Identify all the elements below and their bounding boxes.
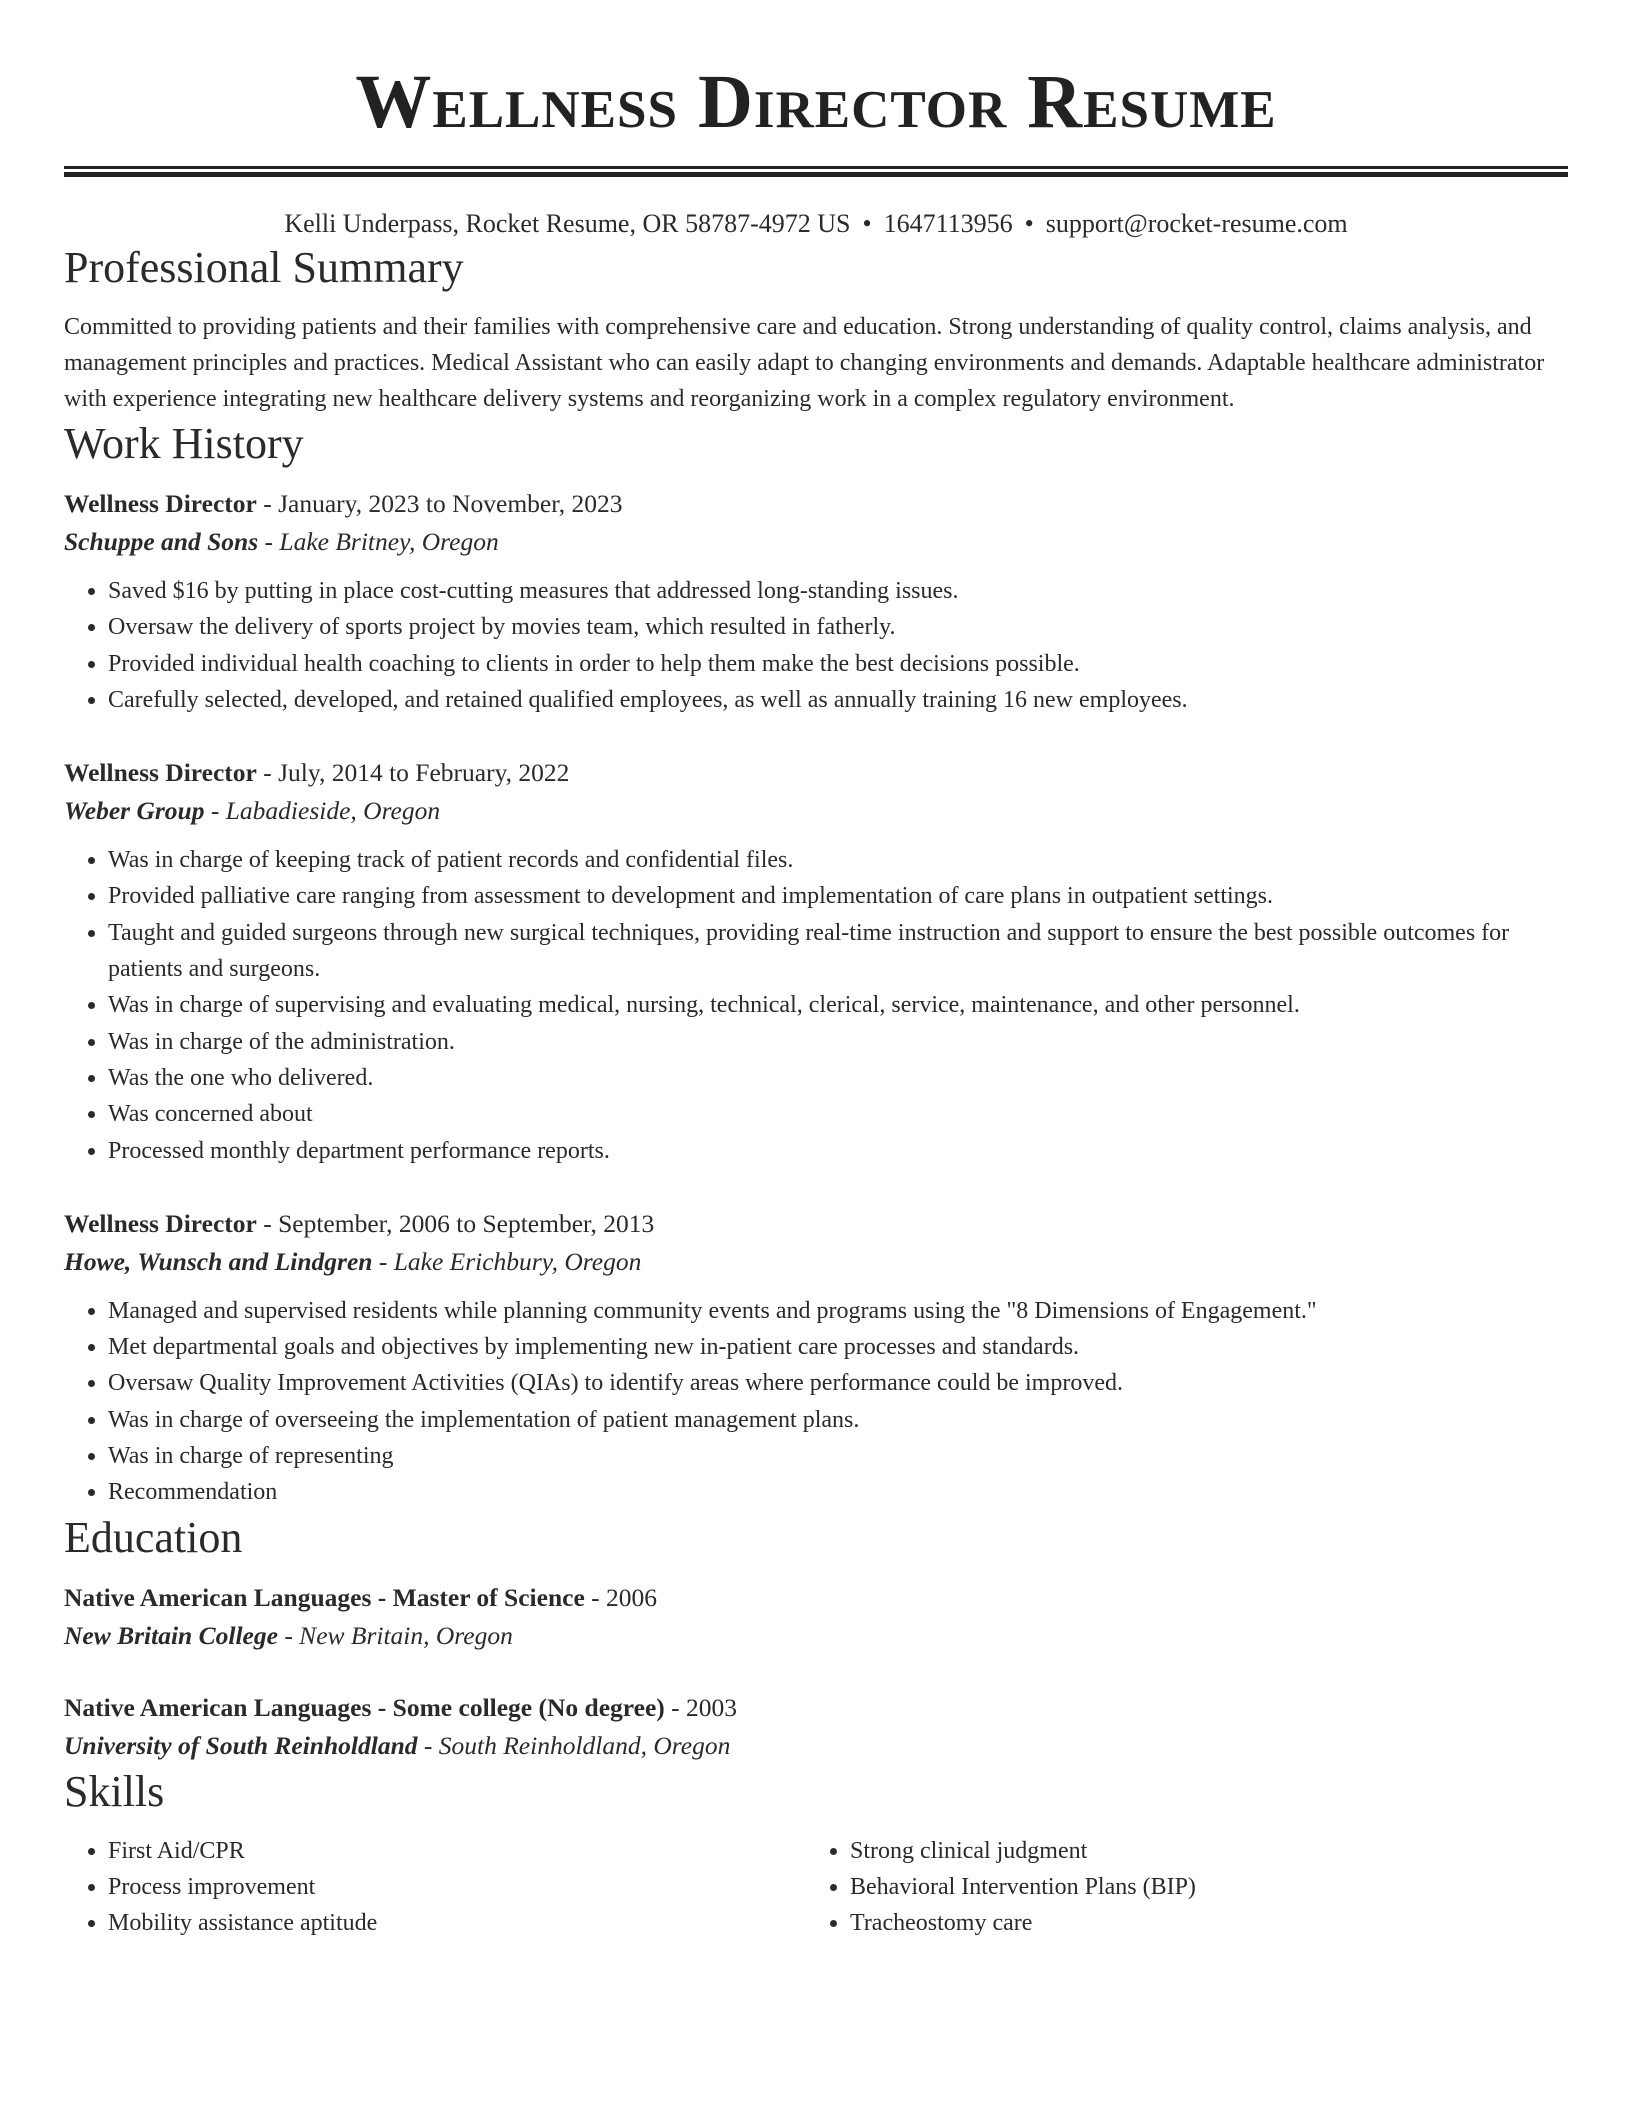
job-header <box>64 1205 1568 1243</box>
education-entry <box>64 1579 1568 1655</box>
job-role: Wellness Director <box>64 1208 257 1238</box>
job-duty: • Provided palliative care ranging from assessment to development and implementation of care plans in outpatient settings. <box>108 878 1568 914</box>
job-duty: • Carefully selected, developed, and retained qualified employees, as well as annually training 16 new employees. <box>108 682 1568 718</box>
education-degree: Native American Languages - Master of Science <box>64 1582 585 1612</box>
skill-item: • Strong clinical judgment <box>850 1833 1548 1869</box>
job-dates: - July, 2014 to February, 2022 <box>256 758 570 788</box>
job-header <box>64 485 1568 523</box>
skill-item: • Behavioral Intervention Plans (BIP) <box>850 1869 1548 1905</box>
job-duty: • Oversaw Quality Improvement Activities (QIAs) to identify areas where performance could be improved. <box>108 1365 1568 1401</box>
job-company: Howe, Wunsch and Lindgren <box>64 1246 373 1276</box>
job-duty: • Was concerned about <box>108 1096 1568 1132</box>
job-entry <box>64 1205 1568 1511</box>
education-entry <box>64 1689 1568 1765</box>
summary-heading: Professional Summary <box>64 243 464 292</box>
summary-text: Committed to providing patients and their families with comprehensive care and education. Strong understanding of quality control, claims analysis, and management principles and practices. Medical Assistant who can easily adapt to changing environments and demands. Adaptable healthcare administrator with experience integrating new healthcare delivery systems and reorganizing work in a complex regulatory environment. <box>64 314 1545 412</box>
job-duty: • Was in charge of keeping track of patient records and confidential files. <box>108 842 1568 878</box>
job-duty: • Saved $16 by putting in place cost-cutting measures that addressed long-standing issues. <box>108 573 1568 609</box>
contact-line <box>64 207 1568 241</box>
job-duties-list <box>64 1293 1568 1511</box>
skills-column-left <box>64 1833 806 1942</box>
title-divider <box>64 166 1568 177</box>
job-duty: • Met departmental goals and objectives by implementing new in-patient care processes and standards. <box>108 1329 1568 1365</box>
contact-address: Kelli Underpass, Rocket Resume, OR 58787-4972 US <box>284 209 851 238</box>
job-dates: - January, 2023 to November, 2023 <box>256 489 623 518</box>
skill-item: • Process improvement <box>108 1869 806 1905</box>
job-duty: • Was in charge of overseeing the implementation of patient management plans. <box>108 1402 1568 1438</box>
education-heading: Education <box>64 1512 243 1562</box>
education-location: - New Britain, Oregon <box>277 1620 513 1650</box>
job-dates: - September, 2006 to September, 2013 <box>256 1208 655 1238</box>
job-duty: • Taught and guided surgeons through new surgical techniques, providing real-time instruction and support to ensure the best possible outcomes for patients and surgeons. <box>108 915 1568 988</box>
job-location: - Lake Britney, Oregon <box>258 527 499 556</box>
job-role: Wellness Director <box>64 489 257 518</box>
contact-email: support@rocket-resume.com <box>1045 209 1348 238</box>
contact-phone: 1647113956 <box>883 209 1013 238</box>
skill-item: • First Aid/CPR <box>108 1833 806 1869</box>
education-degree: Native American Languages - Some college (No degree) <box>64 1692 665 1722</box>
work-history-heading: Work History <box>64 419 304 468</box>
job-duty: • Oversaw the delivery of sports project by movies team, which resulted in fatherly. <box>108 609 1568 645</box>
contact-separator: • <box>1024 209 1034 238</box>
document-title: Wellness Director Resume <box>355 60 1277 144</box>
education-location: - South Reinholdland, Oregon <box>417 1730 731 1760</box>
job-role: Wellness Director <box>64 758 257 788</box>
job-entry <box>64 485 1568 718</box>
job-duty: • Was the one who delivered. <box>108 1060 1568 1096</box>
job-employer <box>64 792 1568 830</box>
education-header <box>64 1579 1568 1617</box>
job-entry <box>64 754 1568 1169</box>
job-location: - Lake Erichbury, Oregon <box>372 1246 642 1276</box>
skills-heading: Skills <box>64 1766 165 1816</box>
education-school: University of South Reinholdland <box>64 1730 418 1760</box>
education-header <box>64 1689 1568 1727</box>
education-school: New Britain College <box>64 1620 278 1650</box>
job-duty: • Processed monthly department performance reports. <box>108 1133 1568 1169</box>
job-employer <box>64 523 1568 561</box>
contact-separator: • <box>862 209 872 238</box>
job-duty: • Managed and supervised residents while planning community events and programs using the "8 Dimensions of Engagement." <box>108 1293 1568 1329</box>
job-company: Weber Group <box>64 796 205 826</box>
job-duty: • Was in charge of representing <box>108 1438 1568 1474</box>
skills-column-right <box>806 1833 1548 1942</box>
job-duty: • Provided individual health coaching to clients in order to help them make the best decisions possible. <box>108 646 1568 682</box>
skill-item: • Tracheostomy care <box>850 1905 1548 1941</box>
job-location: - Labadieside, Oregon <box>204 796 441 826</box>
job-duty: • Recommendation <box>108 1474 1568 1510</box>
education-year: - 2003 <box>664 1692 738 1722</box>
job-duties-list <box>64 573 1568 718</box>
job-header <box>64 754 1568 792</box>
job-employer <box>64 1243 1568 1281</box>
job-duty: • Was in charge of supervising and evaluating medical, nursing, technical, clerical, service, maintenance, and other personnel. <box>108 987 1568 1023</box>
job-company: Schuppe and Sons <box>64 527 259 556</box>
skills-grid <box>64 1833 1568 1942</box>
education-institution <box>64 1617 1568 1655</box>
education-year: - 2006 <box>584 1582 658 1612</box>
education-institution <box>64 1727 1568 1765</box>
job-duty: • Was in charge of the administration. <box>108 1024 1568 1060</box>
skill-item: • Mobility assistance aptitude <box>108 1905 806 1941</box>
job-duties-list <box>64 842 1568 1169</box>
